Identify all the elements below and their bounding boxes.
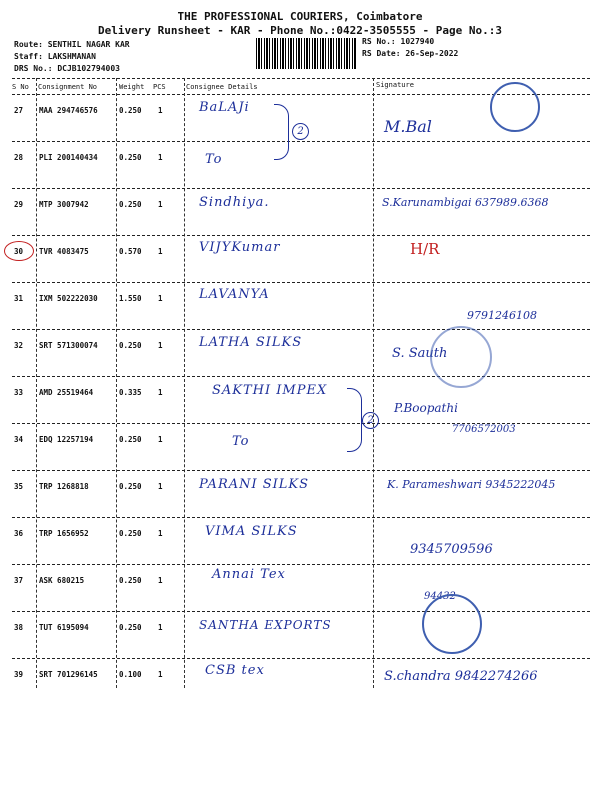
row-weight: 0.335 [119, 388, 142, 397]
row-consignment: TUT 6195094 [39, 623, 89, 632]
row-weight: 0.250 [119, 106, 142, 115]
runsheet-title: Delivery Runsheet - KAR - Phone No.:0422-3505555 - Page No.:3 [98, 24, 502, 37]
row-signature: 7706572003 [452, 424, 516, 435]
row-consignee: VIMA SILKS [205, 524, 298, 539]
row-consignee: CSB tex [205, 663, 265, 678]
row-weight: 0.250 [119, 576, 142, 585]
bracket-number: 2 [292, 123, 309, 140]
row-consignee: VIJYKumar [199, 240, 281, 255]
col-consignee: Consignee Details [186, 83, 258, 91]
row-sno: 31 [14, 294, 24, 303]
rs-date: RS Date: 26-Sep-2022 [362, 49, 459, 58]
row-consignment: MAA 294746576 [39, 106, 98, 115]
bracket-mark [274, 104, 289, 160]
row-signature: 9345709596 [410, 542, 493, 557]
row-consignment: AMD 25519464 [39, 388, 94, 397]
row-consignee: PARANI SILKS [199, 477, 310, 492]
row-signature: M.Bal [384, 117, 432, 136]
row-weight: 0.250 [119, 341, 142, 350]
rs-number: RS No.: 1027940 [362, 37, 435, 46]
col-pcs: PCS [153, 83, 166, 91]
row-sno: 33 [14, 388, 24, 397]
row-weight: 0.250 [119, 153, 142, 162]
table-row [12, 659, 590, 706]
row-consignee: Annai Tex [212, 567, 286, 582]
row-pcs: 1 [158, 670, 163, 679]
row-sno: 36 [14, 529, 24, 538]
route-label: Route: SENTHIL NAGAR KAR [14, 40, 130, 49]
row-consignee: To [232, 434, 250, 449]
table-row [12, 565, 590, 612]
row-consignee: SAKTHI IMPEX [212, 383, 328, 398]
row-pcs: 1 [158, 576, 163, 585]
received-stamp [490, 82, 540, 132]
table-row [12, 189, 590, 236]
row-consignee: LATHA SILKS [199, 335, 303, 350]
row-signature: 9791246108 [467, 309, 537, 322]
row-consignment: SRT 701296145 [39, 670, 98, 679]
table-row [12, 518, 590, 565]
row-consignment: ASK 680215 [39, 576, 85, 585]
table-row [12, 471, 590, 518]
barcode [256, 38, 356, 69]
row-consignment: PLI 200140434 [39, 153, 98, 162]
drs-label: DRS No.: DCJB102794003 [14, 64, 120, 73]
row-signature: S.Karunambigai 637989.6368 [382, 196, 549, 209]
row-weight: 0.250 [119, 200, 142, 209]
row-signature: S.chandra 9842274266 [384, 669, 538, 684]
row-pcs: 1 [158, 623, 163, 632]
col-weight: Weight [119, 83, 145, 91]
row-sno: 27 [14, 106, 24, 115]
col-sno: S No [12, 83, 29, 91]
row-pcs: 1 [158, 294, 163, 303]
row-sno: 39 [14, 670, 24, 679]
row-consignment: EDQ 12257194 [39, 435, 94, 444]
row-pcs: 1 [158, 529, 163, 538]
row-weight: 0.250 [119, 435, 142, 444]
row-consignee: LAVANYA [199, 287, 270, 302]
table-row [12, 424, 590, 471]
row-pcs: 1 [158, 106, 163, 115]
row-consignment: TRP 1268818 [39, 482, 89, 491]
row-pcs: 1 [158, 153, 163, 162]
row-consignee: To [205, 152, 223, 167]
col-signature: Signature [376, 81, 414, 89]
stamp [430, 326, 492, 388]
row-sno: 28 [14, 153, 24, 162]
row-pcs: 1 [158, 388, 163, 397]
row-consignment: TRP 1656952 [39, 529, 89, 538]
row-consignee: Sindhiya. [199, 195, 270, 210]
row-weight: 0.250 [119, 529, 142, 538]
table-row [12, 283, 590, 330]
row-sno: 35 [14, 482, 24, 491]
bracket-number: 2 [362, 412, 379, 429]
row-consignment: IXM 502222030 [39, 294, 98, 303]
row-weight: 0.100 [119, 670, 142, 679]
table-row [12, 142, 590, 189]
row-signature: P.Boopathi [394, 401, 458, 415]
row-signature: K. Parameshwari 9345222045 [387, 478, 556, 491]
row-signature: H/R [410, 240, 440, 258]
company-title: THE PROFESSIONAL COURIERS, Coimbatore [177, 10, 423, 23]
divider [12, 78, 590, 79]
row-pcs: 1 [158, 482, 163, 491]
table-row [12, 612, 590, 659]
stamp [422, 594, 482, 654]
row-weight: 0.250 [119, 482, 142, 491]
row-signature: 94432 [424, 591, 456, 602]
row-sno: 38 [14, 623, 24, 632]
staff-label: Staff: LAKSHMANAN [14, 52, 96, 61]
row-consignment: SRT 571300074 [39, 341, 98, 350]
row-sno: 34 [14, 435, 24, 444]
row-pcs: 1 [158, 435, 163, 444]
col-consignment: Consignment No [38, 83, 98, 91]
row-pcs: 1 [158, 200, 163, 209]
row-consignment: TVR 4083475 [39, 247, 89, 256]
row-weight: 1.550 [119, 294, 142, 303]
table-row [12, 236, 590, 283]
row-weight: 0.250 [119, 623, 142, 632]
row-sno: 29 [14, 200, 24, 209]
row-pcs: 1 [158, 247, 163, 256]
table-row [12, 377, 590, 424]
row-sno: 37 [14, 576, 24, 585]
table-row [12, 330, 590, 377]
row-signature: S. Sauth [392, 346, 448, 361]
row-pcs: 1 [158, 341, 163, 350]
red-circle-mark [4, 241, 34, 261]
row-consignee: SANTHA EXPORTS [199, 618, 332, 632]
row-weight: 0.570 [119, 247, 142, 256]
bracket-mark [347, 388, 362, 452]
row-consignee: BaLAJi [199, 100, 250, 115]
row-sno: 32 [14, 341, 24, 350]
row-consignment: MTP 3007942 [39, 200, 89, 209]
row-sno: 30 [14, 247, 24, 256]
